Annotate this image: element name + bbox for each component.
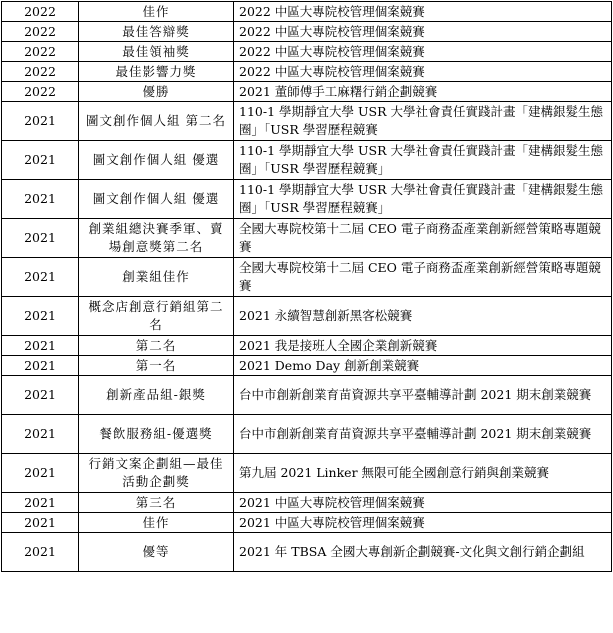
year-cell: 2021 — [2, 356, 79, 376]
event-cell: 2022 中區大專院校管理個案競賽 — [234, 22, 612, 42]
table-row — [2, 82, 612, 102]
year-cell: 2022 — [2, 42, 79, 62]
table-row — [2, 22, 612, 42]
year-cell: 2022 — [2, 22, 79, 42]
table-row — [2, 415, 612, 454]
event-cell: 2021 董師傅手工麻糬行銷企劃競賽 — [234, 82, 612, 102]
table-row — [2, 454, 612, 493]
table-row — [2, 102, 612, 141]
table-row — [2, 42, 612, 62]
award-cell: 最佳領袖獎 — [79, 42, 234, 62]
award-cell: 創業組佳作 — [79, 258, 234, 297]
table-row — [2, 2, 612, 22]
event-cell: 2021 永續智慧創新黑客松競賽 — [234, 297, 612, 336]
award-cell: 佳作 — [79, 2, 234, 22]
award-cell: 第二名 — [79, 336, 234, 356]
event-cell: 2021 我是接班人全國企業創新競賽 — [234, 336, 612, 356]
event-cell: 全國大專院校第十二屆 CEO 電子商務盃產業創新經營策略專題競賽 — [234, 258, 612, 297]
award-cell: 圖文創作個人組 優選 — [79, 180, 234, 219]
year-cell: 2021 — [2, 102, 79, 141]
table-row — [2, 297, 612, 336]
event-cell: 2022 中區大專院校管理個案競賽 — [234, 62, 612, 82]
year-cell: 2021 — [2, 336, 79, 356]
year-cell: 2022 — [2, 82, 79, 102]
event-cell: 2021 中區大專院校管理個案競賽 — [234, 513, 612, 533]
awards-table — [1, 1, 612, 572]
event-cell: 2021 年 TBSA 全國大專創新企劃競賽-文化與文創行銷企劃組 — [234, 533, 612, 572]
year-cell: 2021 — [2, 258, 79, 297]
year-cell: 2021 — [2, 454, 79, 493]
table-row — [2, 219, 612, 258]
table-row — [2, 336, 612, 356]
award-cell: 餐飲服務組-優選獎 — [79, 415, 234, 454]
award-cell: 最佳影響力獎 — [79, 62, 234, 82]
year-cell: 2021 — [2, 493, 79, 513]
table-row — [2, 141, 612, 180]
year-cell: 2021 — [2, 219, 79, 258]
year-cell: 2022 — [2, 2, 79, 22]
event-cell: 台中市創新創業育苗資源共享平臺輔導計劃 2021 期末創業競賽 — [234, 376, 612, 415]
award-cell: 創業組總決賽季軍、賣場創意獎第二名 — [79, 219, 234, 258]
event-cell: 110-1 學期靜宜大學 USR 大學社會責任實踐計畫「建構銀髮生態圈」「USR 學習歷程競賽」 — [234, 180, 612, 219]
event-cell: 第九屆 2021 Linker 無限可能全國創意行銷與創業競賽 — [234, 454, 612, 493]
event-cell: 110-1 學期靜宜大學 USR 大學社會責任實踐計畫「建構銀髮生態圈」「USR 學習歷程競賽」 — [234, 141, 612, 180]
year-cell: 2021 — [2, 297, 79, 336]
table-row — [2, 533, 612, 572]
year-cell: 2021 — [2, 376, 79, 415]
event-cell: 2021 中區大專院校管理個案競賽 — [234, 493, 612, 513]
award-cell: 第三名 — [79, 493, 234, 513]
year-cell: 2021 — [2, 415, 79, 454]
award-cell: 最佳答辯獎 — [79, 22, 234, 42]
event-cell: 2022 中區大專院校管理個案競賽 — [234, 2, 612, 22]
award-cell: 優等 — [79, 533, 234, 572]
event-cell: 台中市創新創業育苗資源共享平臺輔導計劃 2021 期末創業競賽 — [234, 415, 612, 454]
year-cell: 2022 — [2, 62, 79, 82]
award-cell: 概念店創意行銷組第二名 — [79, 297, 234, 336]
event-cell: 2022 中區大專院校管理個案競賽 — [234, 42, 612, 62]
award-cell: 圖文創作個人組 優選 — [79, 141, 234, 180]
table-row — [2, 376, 612, 415]
table-row — [2, 493, 612, 513]
year-cell: 2021 — [2, 180, 79, 219]
award-cell: 行銷文案企劃組—最佳活動企劃獎 — [79, 454, 234, 493]
award-cell: 創新產品組-銀獎 — [79, 376, 234, 415]
table-row — [2, 180, 612, 219]
event-cell: 全國大專院校第十二屆 CEO 電子商務盃產業創新經營策略專題競賽 — [234, 219, 612, 258]
event-cell: 2021 Demo Day 創新創業競賽 — [234, 356, 612, 376]
year-cell: 2021 — [2, 533, 79, 572]
award-cell: 優勝 — [79, 82, 234, 102]
table-row — [2, 62, 612, 82]
award-cell: 圖文創作個人組 第二名 — [79, 102, 234, 141]
year-cell: 2021 — [2, 513, 79, 533]
table-row — [2, 258, 612, 297]
event-cell: 110-1 學期靜宜大學 USR 大學社會責任實踐計畫「建構銀髮生態圈」「USR 學習歷程競賽 — [234, 102, 612, 141]
award-cell: 第一名 — [79, 356, 234, 376]
table-row — [2, 513, 612, 533]
award-cell: 佳作 — [79, 513, 234, 533]
table-row — [2, 356, 612, 376]
year-cell: 2021 — [2, 141, 79, 180]
